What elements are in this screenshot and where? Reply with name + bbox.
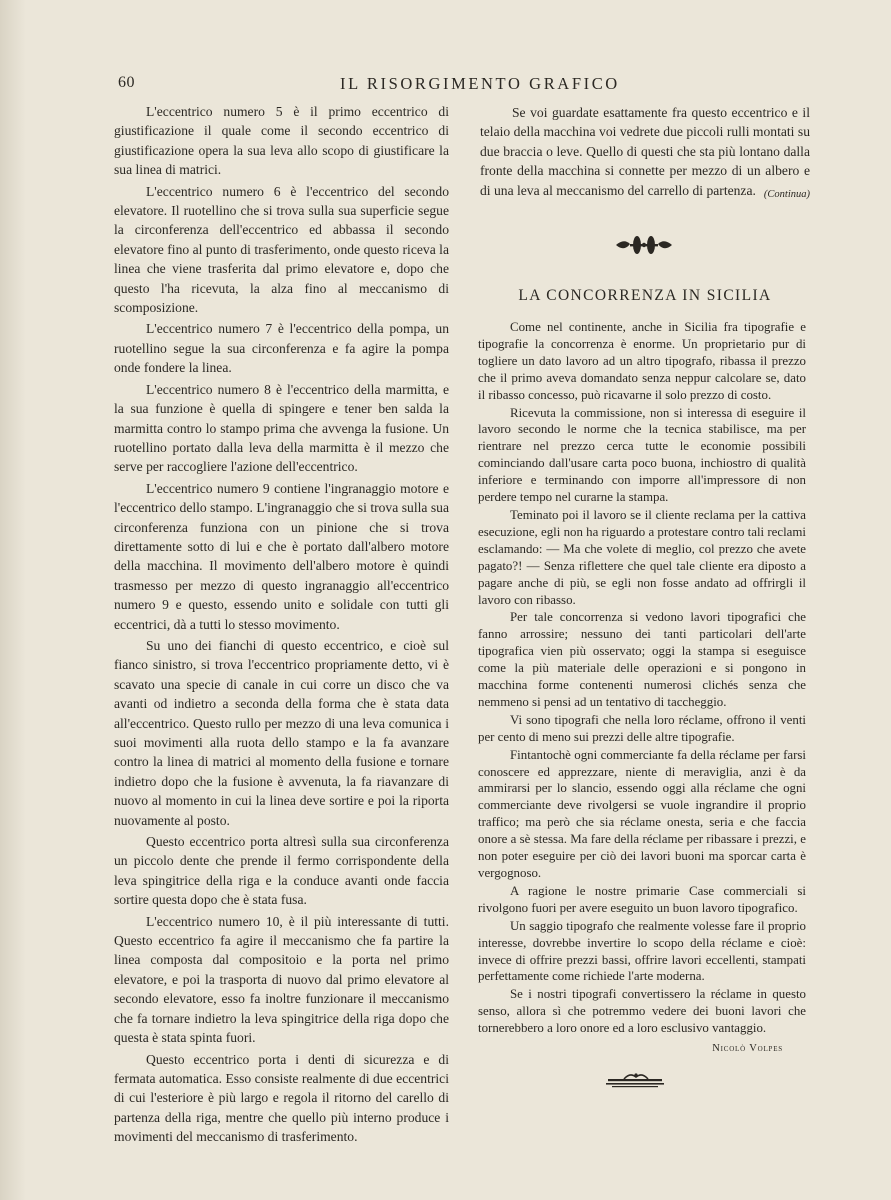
page-header [118,74,818,96]
continua-note: (Continua) [763,189,810,201]
article-author: Nicolò Volpes [712,1043,783,1054]
paragraph: L'eccentrico numero 6 è l'eccentrico del secondo elevatore. Il ruotellino che si trova sulla sua superficie segue la circonferenza dell'eccentrico ed abbassa il secondo elevatore fino al punto di trasferimento, onde questo riceva la linea che viene trasferita dal primo elevatore e, dopo che questo l'ha ricevuta, la alza fino al meccanismo di scomposizione. [114,183,449,316]
paragraph: Vi sono tipografi che nella loro réclame, offrono il venti per cento di meno sui prezzi delle altre tipografie. [478,712,806,744]
article-body [478,319,806,1038]
right-column-continuation [480,103,810,204]
binding-shadow [0,0,26,1200]
tailpiece-icon [604,1070,666,1090]
paragraph: Su uno dei fianchi di questo eccentrico, e cioè sul fianco sinistro, si trova l'eccentrico propriamente detto, vi è scavato una specie di canale in cui corre un disco che va avanti od indietro a seconda della forma che è stata data all'eccentrico. Questo rullo per mezzo di una leva comunica i suoi movimenti alla ruota dello stampo e la fa avanzare contro la linea di matrici al momento della fusione e tornare indietro dopo che la fusione è avvenuta, la fa riavanzare di nuovo al momento in cui la linea deve sortire e poi la riporta nuovamente al posto. [114,637,449,828]
paragraph: Questo eccentrico porta i denti di sicurezza e di fermata automatica. Esso consiste realmente di due eccentrici di cui l'esteriore è più largo e regola il ritorno del carello di partenza della riga, mentre che quello più interno produce i movimenti del meccanismo di trasferimento. [114,1051,449,1145]
paragraph: L'eccentrico numero 10, è il più interessante di tutti. Questo eccentrico fa agire il meccanismo che fa partire la linea composta dal compositoio e la porta nel primo elevatore, e poi la trasporta di nuovo dal primo elevatore al secondo elevatore, esso fa inoltre funzionare il meccanismo che fa tornare indietro la leva spingitrice della riga dopo che questa è stata spinta fuori. [114,913,449,1046]
paragraph: Fintantochè ogni commerciante fa della réclame per farsi conoscere ed apprezzare, niente di meraviglia, anzi è da ammirarsi per lo slancio, essendo oggi alla réclame che ogni commerciante deve rivolgersi se vuole ingrandire il proprio traffico; ma però che sia réclame onesta, seria e che faccia onore a sè stessa. Ma fare della réclame per ribassare i prezzi, e non poter eseguire per ciò dei lavori buoni ma sporcar carta è vergognoso. [478,747,806,880]
paragraph: L'eccentrico numero 5 è il primo eccentrico di giustificazione il quale come il secondo eccentrico di giustificazione opera la sua leva allo scopo di giustificare la sua linea di matrici. [114,104,449,178]
paragraph: L'eccentrico numero 8 è l'eccentrico della marmitta, e la sua funzione è quella di spingere e tener ben salda la marmitta contro lo stampo prima che avvenga la fusione. Un ruotellino portato dalla leva della marmitta è il mezzo che serve per raccogliere l'azione dell'eccentrico. [114,381,449,475]
paragraph: A ragione le nostre primarie Case commerciali si rivolgono fuori per avere eseguito un buon lavoro tipografico. [478,883,806,915]
paragraph: L'eccentrico numero 9 contiene l'ingranaggio motore e l'eccentrico dello stampo. L'ingranaggio che si trova sulla sua circonferenza funziona con un pinione che si trova direttamente sotto di lui e che è portato dall'albero motore della macchina. Il movimento dell'albero motore è quindi trasmesso per mezzo di questo ingranaggio all'eccentrico numero 9 e questo, essendo unito e solidale con tutti gli eccentrici, dà a tutti lo stesso movimento. [114,480,449,632]
left-column [114,102,449,1149]
paragraph: Ricevuta la commissione, non si interessa di eseguire il lavoro secondo le norme che la tecnica stabilisce, ma per rientrare nel prezzo cerca tutte le economie possibili cominciando dall'usare carta poco buona, inchiostro di qualità inferiore e terminando con imporre all'impressore di non perdere tempo nel curarne la stampa. [478,405,806,505]
ornament-icon [614,232,674,258]
paragraph: Se i nostri tipografi convertissero la réclame in questo senso, allora sì che potremmo vedere dei buoni lavori che tornerebbero a loro onore ed a loro esclusivo vantaggio. [478,987,806,1036]
paragraph: Per tale concorrenza si vedono lavori tipografici che fanno arrossire; nessuno dei tanti particolari dell'arte tipografica vien più osservato; oggi la stampa si eseguisce come la più materiale delle operazioni e si pongono in macchina forme contenenti numerosi clichés senza che nemmeno si pensi ad un tentativo di taccheggio. [478,610,806,709]
paragraph: L'eccentrico numero 7 è l'eccentrico della pompa, un ruotellino segue la sua circonferenza e fa agire la pompa onde fondere la linea. [114,321,449,376]
paragraph: Se voi guardate esattamente fra questo eccentrico e il telaio della macchina voi vedrete due piccoli rulli montati su due braccia o leve. Quello di questi che sta più lontano dalla fronte della macchina si connette per mezzo di un albero e di una leva al meccanismo del carrello di partenza. [480,105,810,198]
paragraph: Teminato poi il lavoro se il cliente reclama per la cattiva esecuzione, egli non ha riguardo a protestare contro tali reclami esclamando: — Ma che volete di meglio, col prezzo che avete pagato?! — Senza riflettere che quel tale cliente era diposto a pagare anche di più, se egli non fosse andato ad offrirgli il lavoro con ribasso. [478,507,806,607]
paragraph: Come nel continente, anche in Sicilia fra tipografie e tipografie la concorrenza è enorme. Un proprietario pur di togliere un dato lavoro ad un altro tipografo, ribassa il prezzo che il primo aveva domandato senza neppur calcolare se, dato il ribasso concesso, può ricavarne il solo prezzo di costo. [478,320,806,402]
page-number: 60 [118,74,135,91]
paragraph: Questo eccentrico porta altresì sulla sua circonferenza un piccolo dente che prende il fermo corrispondente della leva spingitrice della riga e la conduce avanti onde faccia sortire questa dopo che è stata fusa. [114,834,449,908]
paragraph: Un saggio tipografo che realmente volesse fare il proprio interesse, dovrebbe invertire lo scopo della réclame e cioè: invece di offrire prezzi bassi, offrire lavori eccellenti, stampati perfettamente come richiede l'arte moderna. [478,918,806,984]
running-title: IL RISORGIMENTO GRAFICO [340,74,620,93]
article-title: LA CONCORRENZA IN SICILIA [518,287,772,304]
